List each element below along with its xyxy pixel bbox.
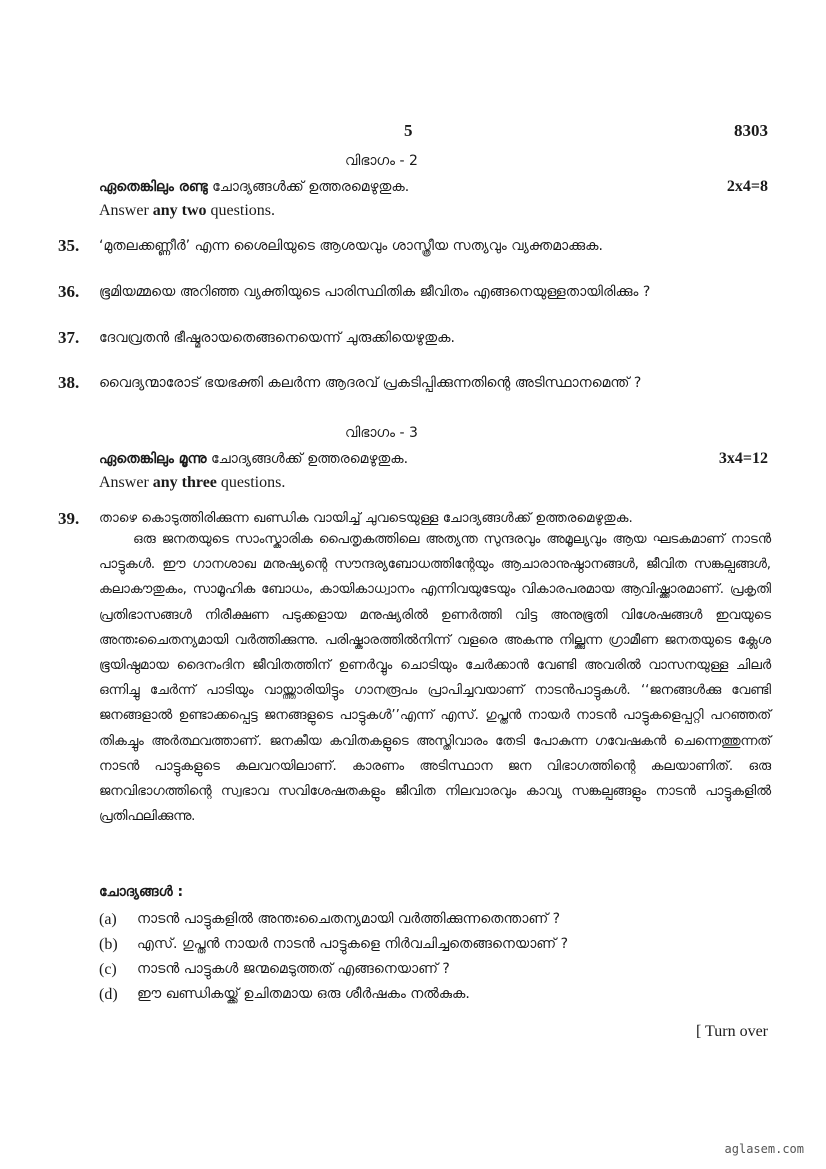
- comprehension-passage: ഒരു ജനതയുടെ സാംസ്കാരിക പൈതൃകത്തിലെ അത്യന്ത സുന്ദരവും അമൂല്യവും ആയ ഘടകമാണ് നാടൻ പാട്ടുകൾ. ഈ ഗാനശാഖ മനുഷ്യന്റെ സൗന്ദര്യബോധത്തിന്റേയും ആചാരാനുഷ്ഠാനങ്ങൾ, ജീവിത സങ്കല്പങ്ങൾ, കലാകൗതുകം, സാമൂഹിക ബോധം, കായികാധ്വാനം എന്നിവയുടേയും വികാരപരമായ ആവിഷ്ക്കാരമാണ്. പ്രകൃതി പ്രതിഭാസങ്ങൾ നിരീക്ഷണ പടുക്കളായ മനുഷ്യരിൽ ഉണർത്തി വിട്ട അനുഭൂതി വിശേഷങ്ങൾ ഇവയുടെ അന്തഃചൈതന്യമായി വർത്തിക്കുന്നു. പരിഷ്കാരത്തിൽനിന്ന് വളരെ അകന്നു നില്ക്കുന്ന ഗ്രാമീണ ജനതയുടെ ക്ലേശ ഭൂയിഷ്ഠമായ ദൈനംദിന ജീവിതത്തിന് ഉണർവ്വും ചൊടിയും ചേർക്കാൻ വേണ്ടി അവരിൽ വാസനയുള്ള ചിലർ ഒന്നിച്ചു ചേർന്ന് പാടിയും വായ്ത്താരിയിട്ടും ഗാനരൂപം പ്രാപിച്ചവയാണ് നാടൻപാട്ടുകൾ. ‘‘ജനങ്ങൾക്കു വേണ്ടി ജനങ്ങളാൽ ഉണ്ടാക്കപ്പെട്ട ജനങ്ങളുടെ പാട്ടുകൾ’’എന്ന് എസ്. ഗുപ്തൻ നായർ നാടൻ പാട്ടുകളെപ്പറ്റി പറഞ്ഞത് തികച്ചും അർത്ഥവത്താണ്. ജനകീയ കവിതകളുടെ അസ്തിവാരം തേടി പോകുന്ന ഗവേഷകൻ ചെന്നെത്തുന്നത് നാടൻ പാട്ടുകളുടെ കലവറയിലാണ്. കാരണം അടിസ്ഥാന ജന വിഭാഗത്തിന്റെ കലയാണിത്. ഒരു ജനവിഭാഗത്തിന്റെ സ്വഭാവ സവിശേഷതകളും ജീവിത നിലവാരവും കാവ്യ സങ്കല്പങ്ങളും നാടൻ പാട്ടുകളിൽ പ്രതിഫലിക്കുന്നു.: [99, 532, 771, 825]
- section-2-instruction-bold: ഏതെങ്കിലും രണ്ടു: [99, 179, 208, 195]
- question-number: 35.: [58, 236, 80, 255]
- sub-question-label: (b): [99, 936, 118, 953]
- english-pre: Answer: [99, 474, 153, 491]
- section-3-instruction-rest: ചോദ്യങ്ങൾക്ക് ഉത്തരമെഴുതുക.: [206, 451, 409, 467]
- question-number: 39.: [58, 509, 80, 528]
- english-pre: Answer: [99, 202, 153, 219]
- question-number: 37.: [58, 328, 80, 347]
- english-post: questions.: [206, 202, 275, 219]
- section-2-instruction-rest: ചോദ്യങ്ങൾക്ക് ഉത്തരമെഴുതുക.: [207, 179, 410, 195]
- section-2-english-instruction: [99, 202, 275, 220]
- sub-question-text: നാടൻ പാട്ടുകൾ ജന്മമെടുത്തത് എങ്ങനെയാണ് ?: [137, 961, 450, 977]
- section-2-instruction: [99, 179, 409, 195]
- section-2-title: വിഭാഗം - 2: [345, 153, 418, 169]
- page-number: 5: [404, 121, 413, 140]
- sub-question-text: നാടൻ പാട്ടുകളിൽ അന്തഃചൈതന്യമായി വർത്തിക്കുന്നതെന്താണ് ?: [137, 911, 561, 927]
- sub-question-text: എസ്. ഗുപ്തൻ നായർ നാടൻ പാട്ടുകളെ നിർവചിച്ചതെങ്ങനെയാണ് ?: [137, 936, 569, 952]
- english-post: questions.: [216, 474, 286, 491]
- question-number: 36.: [58, 282, 80, 301]
- question-text: ദേവവ്രതൻ ഭീഷ്മരായതെങ്ങനെയെന്ന് ചുരുക്കിയെഴുതുക.: [99, 330, 455, 346]
- section-3-english-instruction: [99, 474, 285, 492]
- sub-question-label: (c): [99, 961, 117, 978]
- turn-over-note: [ Turn over: [695, 1023, 768, 1040]
- question-text: വൈദ്യന്മാരോട് ഭയഭക്തി കലർന്ന ആദരവ് പ്രകടിപ്പിക്കുന്നതിന്റെ അടിസ്ഥാനമെന്ത് ?: [99, 375, 642, 391]
- watermark: aglasem.com: [724, 1142, 804, 1156]
- sub-question-text: ഈ ഖണ്ഡികയ്ക്ക് ഉചിതമായ ഒരു ശീർഷകം നൽകുക.: [137, 986, 470, 1002]
- paper-code: 8303: [734, 121, 768, 140]
- sub-question-label: (d): [99, 986, 118, 1003]
- question-number: 38.: [58, 373, 80, 392]
- section-3-instruction: [99, 451, 408, 467]
- section-3-title: വിഭാഗം - 3: [345, 425, 418, 441]
- english-bold: any three: [152, 474, 217, 491]
- question-text: ഭൂമിയമ്മയെ അറിഞ്ഞ വ്യക്തിയുടെ പാരിസ്ഥിതിക ജീവിതം എങ്ങനെയുള്ളതായിരിക്കും ?: [99, 284, 651, 300]
- questions-heading: ചോദ്യങ്ങൾ :: [99, 884, 184, 900]
- english-bold: any two: [152, 202, 207, 219]
- section-3-marks: 3x4=12: [718, 450, 768, 467]
- question-39-intro: താഴെ കൊടുത്തിരിക്കുന്ന ഖണ്ഡിക വായിച്ച് ചുവടെയുള്ള ചോദ്യങ്ങൾക്ക് ഉത്തരമെഴുതുക.: [99, 510, 633, 526]
- question-text: ‘മുതലക്കണ്ണീർ’ എന്ന ശൈലിയുടെ ആശയവും ശാസ്ത്രീയ സത്യവും വ്യക്തമാക്കുക.: [99, 238, 603, 254]
- section-2-marks: 2x4=8: [726, 178, 768, 195]
- section-3-instruction-bold: ഏതെങ്കിലും മൂന്നു: [99, 451, 207, 467]
- sub-question-label: (a): [99, 911, 117, 928]
